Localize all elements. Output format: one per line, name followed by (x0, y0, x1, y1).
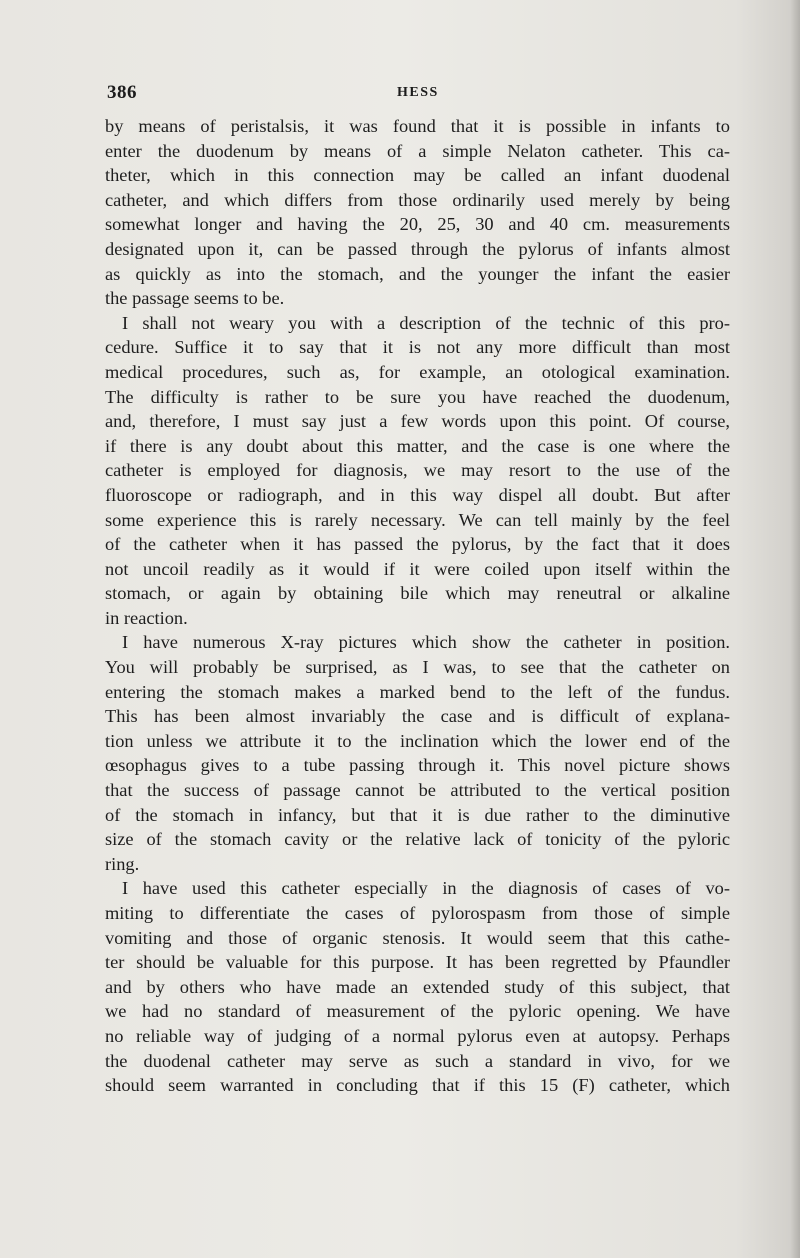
text-line: of the stomach in infancy, but that it is due rather to the diminutive (105, 804, 730, 825)
text-line: size of the stomach cavity or the relative lack of tonicity of the pyloric (105, 829, 730, 850)
text-line: should seem warranted in concluding that if this 15 (F) catheter, which (105, 1075, 730, 1096)
paragraph-start-line: I have used this catheter especially in the diagnosis of cases of vo- (122, 878, 730, 899)
body-text (105, 114, 730, 1098)
text-line: You will probably be surprised, as I was, to see that the catheter on (105, 657, 730, 678)
text-line: of the catheter when it has passed the pylorus, by the fact that it does (105, 534, 730, 555)
text-line: entering the stomach makes a marked bend to the left of the fundus. (105, 681, 730, 702)
text-line: as quickly as into the stomach, and the younger the infant the easier (105, 263, 730, 284)
paragraph-start-line: I shall not weary you with a description of the technic of this pro- (122, 312, 730, 333)
text-line: tion unless we attribute it to the inclination which the lower end of the (105, 730, 730, 751)
text-line: and, therefore, I must say just a few words upon this point. Of course, (105, 411, 730, 432)
text-line: if there is any doubt about this matter, and the case is one where the (105, 435, 730, 456)
running-head: HESS (397, 85, 439, 100)
text-line: ter should be valuable for this purpose. It has been regretted by Pfaundler (105, 952, 730, 973)
text-line: we had no standard of measurement of the pyloric opening. We have (105, 1001, 730, 1022)
text-line: miting to differentiate the cases of pylorospasm from those of simple (105, 903, 730, 923)
text-line: the duodenal catheter may serve as such a standard in vivo, for we (105, 1050, 730, 1071)
text-line: catheter, and which differs from those ordinarily used merely by being (105, 189, 730, 210)
text-line: enter the duodenum by means of a simple Nelaton catheter. This ca- (105, 140, 730, 161)
text-line: ring. (105, 853, 140, 874)
text-line: and by others who have made an extended study of this subject, that (105, 976, 730, 997)
text-line: not uncoil readily as it would if it were coiled upon itself within the (105, 558, 730, 579)
text-line: The difficulty is rather to be sure you have reached the duodenum, (105, 386, 730, 407)
text-line: vomiting and those of organic stenosis. It would seem that this cathe- (105, 927, 730, 948)
text-line: some experience this is rarely necessary. We can tell mainly by the feel (105, 509, 730, 530)
page-header (107, 82, 727, 106)
text-line: the passage seems to be. (105, 288, 285, 309)
text-line: medical procedures, such as, for example, an otological examination. (105, 361, 730, 382)
paragraph-start-line: I have numerous X-ray pictures which show the catheter in position. (122, 632, 730, 653)
text-line: catheter is employed for diagnosis, we may resort to the use of the (105, 460, 730, 481)
text-line: stomach, or again by obtaining bile which may reneutral or alkaline (105, 583, 730, 604)
text-line: This has been almost invariably the case and is difficult of explana- (105, 706, 730, 727)
text-line: by means of peristalsis, it was found that it is possible in infants to (105, 116, 730, 136)
text-line: fluoroscope or radiograph, and in this way dispel all doubt. But after (105, 484, 730, 505)
text-line: that the success of passage cannot be attributed to the vertical position (105, 780, 730, 801)
text-line: in reaction. (105, 607, 188, 628)
text-line: somewhat longer and having the 20, 25, 30 and 40 cm. measurements (105, 214, 730, 235)
text-line: designated upon it, can be passed through the pylorus of infants almost (105, 238, 730, 259)
text-line: œsophagus gives to a tube passing through it. This novel picture shows (105, 755, 730, 776)
page-number: 386 (107, 82, 137, 103)
text-line: cedure. Suffice it to say that it is not any more difficult than most (105, 337, 730, 358)
text-line: theter, which in this connection may be called an infant duodenal (105, 165, 730, 186)
text-line: no reliable way of judging of a normal pylorus even at autopsy. Perhaps (105, 1025, 730, 1046)
page-edge-shadow (790, 0, 800, 1258)
